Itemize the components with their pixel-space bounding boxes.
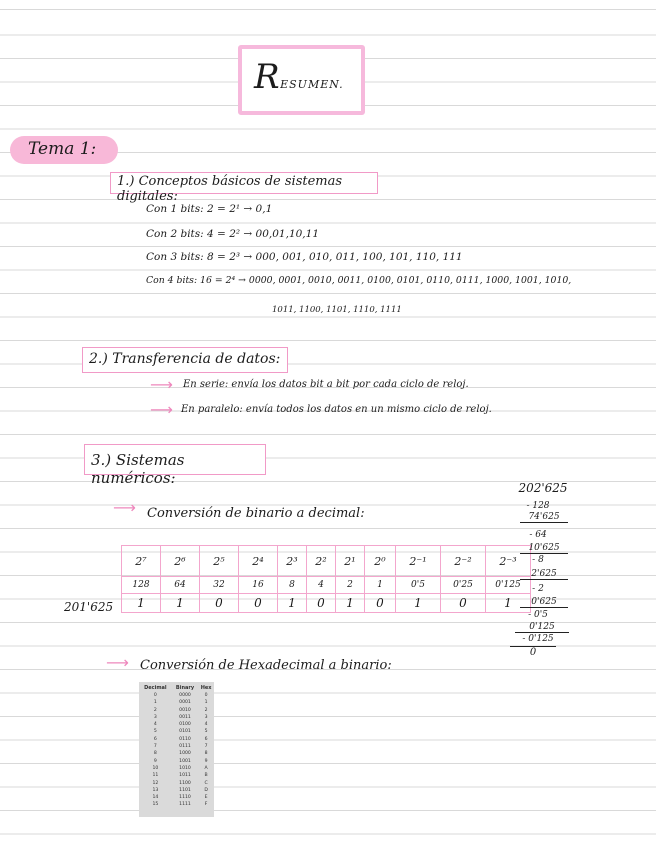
power-cell: 2⁻¹ [396, 546, 441, 577]
hex-table-row [139, 772, 214, 779]
calc-result: 0 [510, 646, 556, 658]
hex-table-header: Decimal [144, 685, 167, 691]
hex-table-cell: 13 [152, 787, 159, 793]
value-cell: 1 [365, 577, 396, 594]
hex-table-row [139, 721, 214, 728]
bit-cell: 1 [486, 594, 531, 613]
hex-table-cell: 0 [153, 693, 157, 698]
hex-table-cell: 1110 [179, 795, 191, 801]
hex-conversion-table-image [139, 682, 214, 817]
bit-cell: 1 [122, 594, 161, 613]
power-cell: 2⁻³ [486, 546, 531, 577]
hex-table-row [139, 780, 214, 787]
hex-table-cell: 1010 [179, 765, 191, 771]
binary-table [121, 545, 531, 613]
hex-table-cell: D [204, 787, 208, 793]
power-cell: 2⁷ [122, 546, 161, 577]
hex-table-cell: 8 [204, 751, 208, 757]
hex-table-cell: 14 [152, 795, 159, 801]
hex-table-cell: 1011 [179, 773, 191, 779]
bits-line-1: Con 1 bits: 2 = 2¹ → 0,1 [146, 203, 273, 215]
hex-table-cell: 1001 [179, 758, 191, 764]
hex-table-cell: 1000 [179, 751, 191, 757]
hex-table-cell: 7 [153, 744, 157, 750]
page-title [254, 57, 344, 97]
hex-table-cell: 4 [153, 722, 157, 728]
calc-step: 2'625 [520, 569, 568, 580]
hex-table-cell: A [204, 765, 208, 771]
section2-heading: 2.) Transferencia de datos: [89, 351, 281, 367]
hex-table-row [139, 758, 214, 765]
calc-step: 0'625 [520, 597, 568, 608]
calc-step: - 0'5 [528, 610, 548, 620]
hex-table-cell: 0010 [179, 707, 191, 713]
hex-table-cell: 9 [204, 758, 208, 764]
hex-table-row [139, 736, 214, 743]
bit-cell: 0 [200, 594, 239, 613]
hex-table-row [139, 765, 214, 772]
bit-cell: 0 [441, 594, 486, 613]
calc-step: 10'625 [520, 543, 568, 554]
title-rest: ESUMEN. [280, 78, 344, 91]
arrow-icon: ⟶ [150, 400, 173, 419]
hex-table-row [139, 707, 214, 714]
bit-cell: 1 [161, 594, 200, 613]
power-cell: 2⁶ [161, 546, 200, 577]
power-cell: 2² [307, 546, 336, 577]
hex-table-cell: B [204, 773, 208, 779]
hex-table-row [139, 714, 214, 721]
power-cell: 2⁴ [239, 546, 278, 577]
hex-table-cell: 7 [204, 744, 208, 750]
calc-step: - 0'125 [522, 634, 554, 644]
title-initial: R [254, 57, 281, 97]
hex-table-cell: 0100 [179, 722, 191, 728]
bit-cell: 0 [307, 594, 336, 613]
hex-table-cell: 5 [153, 729, 157, 735]
calc-step: - 128 [526, 501, 550, 511]
value-cell: 2 [336, 577, 365, 594]
power-cell: 2¹ [336, 546, 365, 577]
hex-table-cell: 3 [204, 714, 208, 720]
hex-table-cell: 0111 [179, 744, 191, 750]
calc-step: - 64 [529, 530, 547, 540]
hex-table-row [139, 794, 214, 801]
hex-table-cell: 1 [204, 700, 208, 706]
value-cell: 16 [239, 577, 278, 594]
arrow-icon: ⟶ [113, 498, 136, 517]
hex-table-row [139, 743, 214, 750]
hex-table-cell: 0 [204, 693, 208, 698]
hex-table-cell: 1111 [179, 802, 191, 808]
hex-table-header: Binary [175, 685, 195, 691]
hex-table-row [139, 787, 214, 794]
power-cell: 2⁰ [365, 546, 396, 577]
transfer-paralelo: En paralelo: envía todos los datos en un mismo ciclo de reloj. [181, 404, 492, 415]
hex-table-cell: 10 [152, 765, 159, 771]
calc-start: 202'625 [518, 481, 568, 495]
hex-table-cell: 5 [204, 729, 208, 735]
conversion-hex-binario: Conversión de Hexadecimal a binario: [140, 658, 392, 673]
value-cell: 64 [161, 577, 200, 594]
bit-cell: 1 [396, 594, 441, 613]
hex-table-row [139, 750, 214, 757]
bits-line-4: Con 4 bits: 16 = 2⁴ → 0000, 0001, 0010, 0011, 0100, 0101, 0110, 0111, 1000, 1001, 1010, [146, 275, 572, 286]
section3-heading: 3.) Sistemas numéricos: [91, 451, 185, 487]
hex-table-cell: 1100 [179, 780, 191, 786]
bits-line-5: 1011, 1100, 1101, 1110, 1111 [272, 305, 402, 315]
hex-table-cell: 12 [152, 780, 159, 786]
bits-line-3: Con 3 bits: 8 = 2³ → 000, 001, 010, 011, 100, 101, 110, 111 [146, 251, 463, 263]
decimal-value-label: 201'625 [64, 600, 114, 614]
power-cell: 2³ [278, 546, 307, 577]
tema-label: Tema 1: [28, 139, 97, 159]
hex-table-cell: F [204, 802, 208, 808]
hex-table-cell: E [204, 795, 208, 801]
section1-heading: 1.) Conceptos básicos de sistemas digitales: [117, 174, 343, 204]
hex-table-header: Hex [200, 685, 212, 691]
hex-table-cell: 6 [153, 736, 157, 742]
calc-step: - 2 [532, 584, 544, 594]
hex-table-row [139, 692, 214, 699]
calc-step: 0'125 [515, 622, 569, 633]
value-cell: 128 [122, 577, 161, 594]
hex-table-row [139, 728, 214, 735]
hex-table-cell: 0101 [179, 729, 191, 735]
hex-table [139, 685, 214, 809]
hex-table-body [139, 692, 214, 809]
hex-table-cell: 2 [153, 707, 157, 713]
section3-heading-box [84, 444, 266, 487]
bits-line-2: Con 2 bits: 4 = 2² → 00,01,10,11 [146, 228, 320, 240]
calc-step: - 8 [532, 555, 544, 565]
arrow-icon: ⟶ [106, 653, 129, 672]
powers-row [122, 546, 531, 577]
hex-table-cell: 9 [153, 758, 157, 764]
hex-table-cell: 3 [153, 714, 157, 720]
hex-table-cell: 2 [204, 707, 208, 713]
title-box [238, 45, 365, 115]
bit-cell: 1 [278, 594, 307, 613]
hex-table-cell: 15 [152, 802, 159, 808]
hex-table-cell: 0011 [179, 714, 191, 720]
hex-table-cell: 1 [153, 700, 157, 706]
section2-heading-box [82, 347, 288, 373]
hex-table-cell: 4 [204, 722, 208, 728]
value-cell: 8 [278, 577, 307, 594]
power-cell: 2⁵ [200, 546, 239, 577]
conversion-binario-decimal: Conversión de binario a decimal: [147, 506, 365, 521]
bit-cell: 0 [239, 594, 278, 613]
hex-table-cell: 0000 [179, 693, 191, 698]
bit-cell: 1 [336, 594, 365, 613]
hex-table-cell: 11 [152, 773, 159, 779]
hex-table-cell: 1101 [179, 787, 191, 793]
bit-cell: 0 [365, 594, 396, 613]
tema-highlight [10, 136, 118, 164]
calc-step: 74'625 [520, 512, 568, 523]
section1-heading-box [110, 172, 378, 204]
hex-table-row [139, 801, 214, 808]
hex-table-cell: 0001 [179, 700, 191, 706]
value-cell: 32 [200, 577, 239, 594]
hex-table-cell: 8 [153, 751, 157, 757]
value-cell: 0'5 [396, 577, 441, 594]
arrow-icon: ⟶ [150, 375, 173, 394]
hex-table-cell: 6 [204, 736, 208, 742]
hex-table-cell: 0110 [179, 736, 191, 742]
hex-table-cell: C [204, 780, 208, 786]
power-cell: 2⁻² [441, 546, 486, 577]
bits-row [122, 594, 531, 613]
value-cell: 0'25 [441, 577, 486, 594]
value-cell: 0'125 [486, 577, 531, 594]
transfer-serie: En serie: envía los datos bit a bit por cada ciclo de reloj. [183, 379, 469, 390]
value-cell: 4 [307, 577, 336, 594]
hex-table-row [139, 699, 214, 706]
values-row [122, 577, 531, 594]
